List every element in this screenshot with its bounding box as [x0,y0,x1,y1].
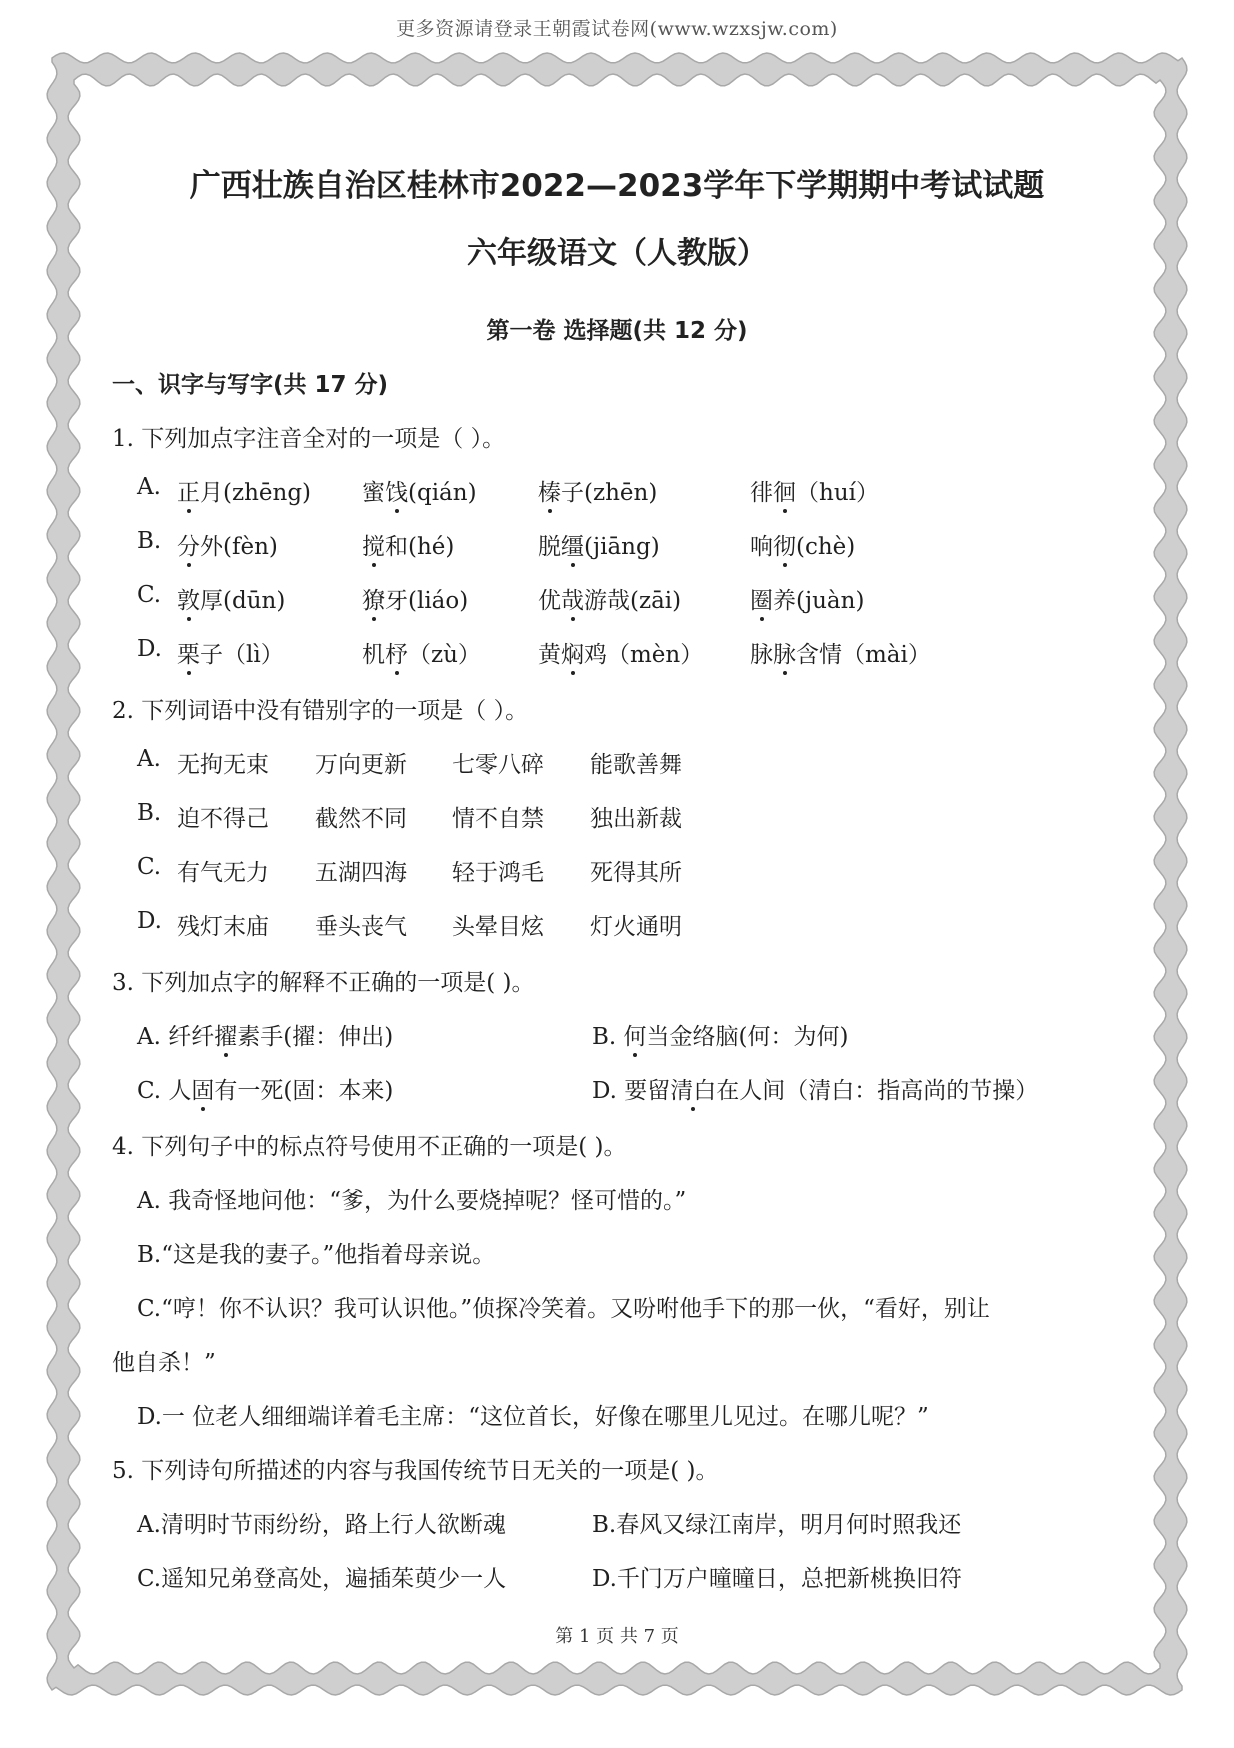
option-text: 当金络脑(何：为何) [646,1024,849,1050]
pinyin-item [177,636,284,669]
item-text: 黄 [538,642,561,668]
dotted-char: 焖 [561,642,584,668]
dotted-char: 徊 [773,480,796,506]
dotted-char: 缰 [561,534,584,560]
pinyin-item [362,582,468,615]
section-heading: 一、识字与写字(共 17 分) [112,372,389,398]
option-label: C. [137,582,162,608]
item-text: 养(juàn) [773,588,865,614]
word-option: 轻于鸿毛 [452,860,544,886]
dotted-char: 哉 [561,588,584,614]
pinyin-item [362,474,477,507]
option-label: C. [137,854,162,880]
pinyin-item [750,528,855,561]
pinyin-item [362,528,454,561]
dotted-char: 固 [191,1078,215,1104]
dotted-char: 栗 [177,642,200,668]
question-4-option-a: A. 我奇怪地问他：“爹，为什么要烧掉呢？怪可惜的。” [137,1188,687,1214]
dotted-char: 彻 [773,534,796,560]
word-option: 独出新裁 [590,806,682,832]
item-text: 厚(dūn) [200,588,286,614]
option-text: B. [592,1024,624,1050]
dotted-char: 搅 [362,534,385,560]
pinyin-item [177,528,278,561]
option-label: D. [137,636,162,662]
dotted-char: 擢 [214,1024,238,1050]
site-banner: 更多资源请登录王朝霞试卷网(www.wzxsjw.com) [396,18,838,40]
dotted-char: 杼 [385,642,408,668]
question-4-option-c-cont: 他自杀！” [112,1350,216,1376]
pinyin-item [362,636,481,669]
dotted-char: 敦 [177,588,200,614]
item-text: （huí） [796,480,879,506]
option-label: A. [137,474,161,500]
word-option: 能歌善舞 [590,752,682,778]
item-text: 鸡（mèn） [584,642,704,668]
question-3-option-b [592,1018,848,1051]
item-text: 蜜 [362,480,385,506]
question-3-stem: 3. 下列加点字的解释不正确的一项是( )。 [112,970,535,996]
word-option: 七零八碎 [452,752,544,778]
item-text: 和(hé) [385,534,455,560]
word-option: 有气无力 [177,860,269,886]
option-text: C. 人 [137,1078,192,1104]
dotted-char: 圈 [750,588,773,614]
item-text: 游哉(zāi) [584,588,682,614]
question-2-stem: 2. 下列词语中没有错别字的一项是（ ）。 [112,698,529,724]
item-text: 优 [538,588,561,614]
question-3-option-c [137,1072,393,1105]
item-text: 子(zhēn) [561,480,658,506]
option-label: B. [137,528,162,554]
dotted-char: 饯 [385,480,408,506]
question-5-option-d: D.千门万户曈曈日，总把新桃换旧符 [592,1566,962,1592]
item-text: 脱 [538,534,561,560]
pinyin-item [538,636,703,669]
dotted-char: 榛 [538,480,561,506]
exam-subtitle: 六年级语文（人教版） [467,236,767,271]
dotted-char: 分 [177,534,200,560]
item-text: 响 [750,534,773,560]
option-text: A. 纤纤 [137,1024,215,1050]
item-text: 含情（mài） [796,642,931,668]
pinyin-item [177,474,311,507]
option-text: 素手(擢：伸出) [237,1024,394,1050]
pinyin-item [750,582,864,615]
pinyin-item [538,474,657,507]
item-text: (qián) [408,480,477,506]
question-4-option-d: D.一 位老人细细端详着毛主席：“这位首长，好像在哪里儿见过。在哪儿呢？” [137,1404,929,1430]
part-heading: 第一卷 选择题(共 12 分) [486,318,748,344]
word-option: 迫不得己 [177,806,269,832]
pinyin-item [538,528,660,561]
item-text: 子（lì） [200,642,284,668]
exam-title: 广西壮族自治区桂林市2022—2023学年下学期期中考试试题 [189,168,1045,204]
pinyin-item [177,582,285,615]
word-option: 垂头丧气 [315,914,407,940]
question-5-stem: 5. 下列诗句所描述的内容与我国传统节日无关的一项是( )。 [112,1458,719,1484]
word-option: 无拘无束 [177,752,269,778]
option-label: D. [137,908,162,934]
question-4-option-b: B.“这是我的妻子。”他指着母亲说。 [137,1242,496,1268]
item-text: 脉 [750,642,773,668]
option-text: 有一死(固：本来) [214,1078,394,1104]
pinyin-item [750,636,931,669]
question-4-stem: 4. 下列句子中的标点符号使用不正确的一项是( )。 [112,1134,627,1160]
item-text: (jiāng) [584,534,660,560]
item-text: （zù） [408,642,481,668]
pinyin-item [750,474,879,507]
word-option: 死得其所 [590,860,682,886]
item-text: 外(fèn) [200,534,278,560]
word-option: 万向更新 [315,752,407,778]
option-label: A. [137,746,161,772]
pinyin-item [538,582,681,615]
question-5-option-a: A.清明时节雨纷纷，路上行人欲断魂 [137,1512,506,1538]
question-5-option-b: B.春风又绿江南岸，明月何时照我还 [592,1512,962,1538]
question-5-option-c: C.遥知兄弟登高处，遍插茱萸少一人 [137,1566,507,1592]
dotted-char: 正 [177,480,200,506]
question-4-option-c: C.“哼！你不认识？我可认识他。”侦探冷笑着。又吩咐他手下的那一伙，“看好，别让 [137,1296,990,1322]
dotted-char: 何 [623,1024,647,1050]
option-text: D. 要留 [592,1078,671,1104]
dotted-char: 清白 [670,1078,717,1104]
item-text: 徘 [750,480,773,506]
item-text: 机 [362,642,385,668]
option-text: 在人间（清白：指高尚的节操） [716,1078,1039,1104]
question-3-option-d [592,1072,1038,1105]
word-option: 残灯末庙 [177,914,269,940]
item-text: 月(zhēng) [200,480,312,506]
dotted-char: 脉 [773,642,796,668]
dotted-char: 獠 [362,588,385,614]
word-option: 情不自禁 [452,806,544,832]
word-option: 灯火通明 [590,914,682,940]
page-footer: 第 1 页 共 7 页 [555,1626,679,1647]
question-1-stem: 1. 下列加点字注音全对的一项是（ ）。 [112,426,506,452]
item-text: (chè) [796,534,856,560]
word-option: 截然不同 [315,806,407,832]
word-option: 头晕目炫 [452,914,544,940]
option-label: B. [137,800,162,826]
question-3-option-a [137,1018,393,1051]
word-option: 五湖四海 [315,860,407,886]
item-text: 牙(liáo) [385,588,469,614]
